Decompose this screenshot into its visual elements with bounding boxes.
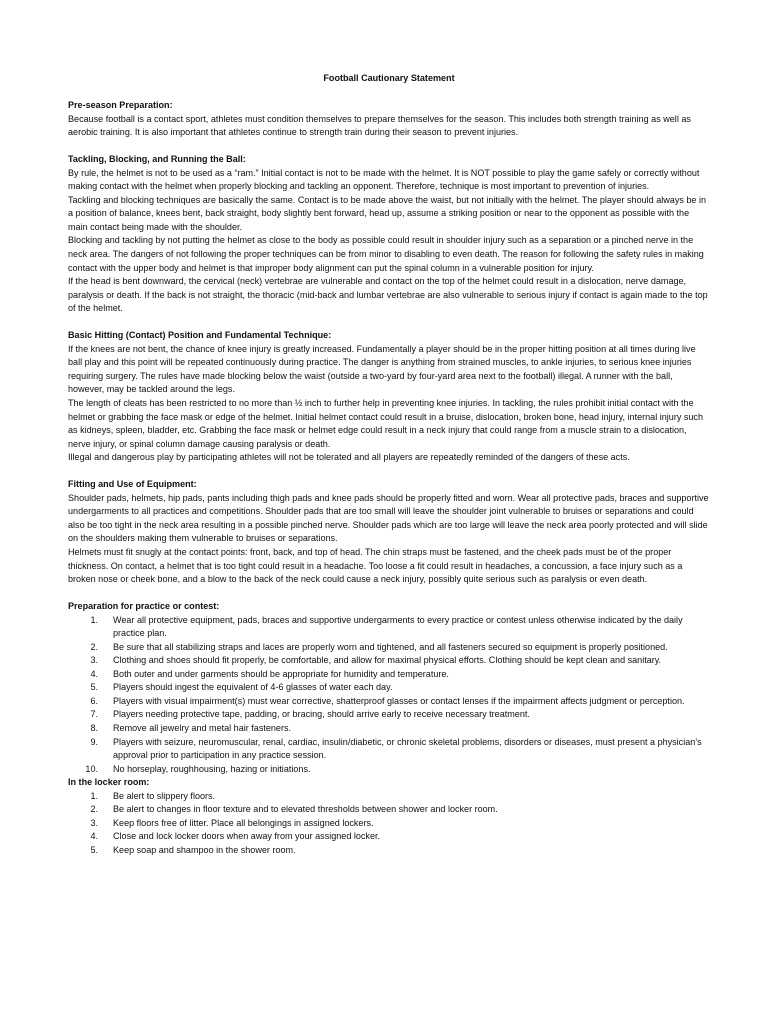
practice-list — [68, 614, 710, 777]
paragraph: Illegal and dangerous play by participating athletes will not be tolerated and all players are repeatedly reminded of the dangers of these acts. — [68, 452, 630, 463]
section-heading: In the locker room: — [68, 777, 150, 788]
list-number: 3. — [90, 817, 98, 828]
list-number: 3. — [90, 655, 98, 666]
list-item — [68, 803, 710, 817]
list-item — [68, 654, 710, 668]
section-practice — [68, 600, 710, 776]
list-item-text: Clothing and shoes should fit properly, be comfortable, and allow for maximal physical efforts. Clothing should be kept clean and sanitary. — [113, 655, 662, 666]
document-page — [68, 72, 710, 857]
paragraph: Tackling and blocking techniques are basically the same. Contact is to be made above the waist, but not initially with the helmet. The player should always be in a position of balance, knees bent, back straight, body slightly bent forward, head up, assume a striking position or near to the opponent as possible with the main contact being made with the shoulder. — [68, 194, 706, 232]
section-heading: Preparation for practice or contest: — [68, 601, 220, 612]
list-item — [68, 681, 710, 695]
list-item — [68, 695, 710, 709]
document-title: Football Cautionary Statement — [323, 73, 455, 83]
list-item-text: Remove all jewelry and metal hair fasteners. — [113, 723, 292, 734]
list-number: 8. — [90, 723, 98, 734]
list-number: 4. — [90, 668, 98, 679]
paragraph: Because football is a contact sport, athletes must condition themselves to prepare themselves for the season. This includes both strength training as well as aerobic training. It is also important that athletes continue to strength train during their season to prevent injuries. — [68, 113, 691, 138]
list-number: 10. — [85, 763, 98, 774]
list-number: 4. — [90, 831, 98, 842]
list-item — [68, 708, 710, 722]
paragraph: If the knees are not bent, the chance of knee injury is greatly increased. Fundamentally a player should be in the proper hitting position at all times during live ball play and this point will be repeated continuously during practice. The danger is anything from strained muscles, to ankle injuries, to serious knee injuries requiring surgery. The rules have made blocking below the waist (outside a two-yard by four-yard area next to the football) illegal. A runner with the ball, however, may be tackled around the legs. — [68, 343, 696, 395]
list-item — [68, 790, 710, 804]
section-heading: Fitting and Use of Equipment: — [68, 479, 197, 490]
section-tackling — [68, 153, 710, 316]
section-heading: Tackling, Blocking, and Running the Ball: — [68, 154, 246, 165]
section-heading: Pre-season Preparation: — [68, 100, 173, 111]
section-preseason — [68, 99, 710, 140]
list-item — [68, 817, 710, 831]
paragraph: The length of cleats has been restricted to no more than ½ inch to further help in preventing knee injuries. In tackling, the rules prohibit initial contact with the helmet or grabbing the face mask or edge of the helmet. Initial helmet contact could result in a bruise, dislocation, broken bone, head injury, internal injury such as kidneys, spleen, bladder, etc. Grabbing the face mask or helmet edge could result in a neck injury that could range from a muscle strain to a dislocation, nerve injury, or spinal column damage causing paralysis or death. — [68, 397, 703, 449]
list-item — [68, 763, 710, 777]
list-item — [68, 830, 710, 844]
list-item — [68, 614, 710, 641]
list-item — [68, 844, 710, 858]
list-number: 9. — [90, 736, 98, 747]
list-number: 5. — [90, 682, 98, 693]
list-item-text: Players should ingest the equivalent of 4-6 glasses of water each day. — [113, 682, 393, 693]
paragraph: Blocking and tackling by not putting the helmet as close to the body as possible could result in shoulder injury such as a separation or a pinched nerve in the neck area. The dangers of not following the proper techniques can be from minor to disabling to even death. The reason for following the safety rules in making contact with the upper body and helmet is that improper body alignment can put the spinal column in a vulnerable position for injury. — [68, 235, 704, 273]
list-item-text: Players with visual impairment(s) must wear corrective, shatterproof glasses or contact lenses if the impairment affects judgment or perception. — [113, 695, 685, 706]
list-item-text: Be alert to slippery floors. — [113, 790, 216, 801]
list-number: 7. — [90, 709, 98, 720]
list-item — [68, 736, 710, 763]
locker-room-list — [68, 790, 710, 858]
list-item-text: Players needing protective tape, padding, or bracing, should arrive early to receive necessary treatment. — [113, 709, 530, 720]
paragraph: By rule, the helmet is not to be used as a “ram.” Initial contact is not to be made with the helmet. It is NOT possible to play the game safely or correctly without making contact with the helmet when properly blocking and tackling an opponent. Therefore, technique is most important to prevention of injuries. — [68, 167, 700, 192]
list-item-text: Both outer and under garments should be appropriate for humidity and temperature. — [113, 668, 449, 679]
list-item-text: No horseplay, roughhousing, hazing or initiations. — [113, 763, 311, 774]
section-locker-room — [68, 776, 710, 857]
list-item — [68, 722, 710, 736]
list-item — [68, 668, 710, 682]
list-item-text: Close and lock locker doors when away from your assigned locker. — [113, 831, 381, 842]
list-number: 6. — [90, 695, 98, 706]
list-number: 5. — [90, 844, 98, 855]
list-item-text: Keep floors free of litter. Place all belongings in assigned lockers. — [113, 817, 374, 828]
section-equipment — [68, 478, 710, 586]
section-hitting — [68, 329, 710, 464]
list-item-text: Keep soap and shampoo in the shower room. — [113, 844, 296, 855]
list-number: 2. — [90, 641, 98, 652]
list-item-text: Players with seizure, neuromuscular, renal, cardiac, insulin/diabetic, or chronic skeletal problems, disorders or diseases, must present a physician’s approval prior to participation in any practice session. — [113, 736, 702, 761]
paragraph: Shoulder pads, helmets, hip pads, pants including thigh pads and knee pads should be properly fitted and worn. Wear all protective pads, braces and supportive undergarments to all practices and competitions. Shoulder pads that are too small will leave the shoulder joint vulnerable to bruises or separations and could also be too tight in the neck area resulting in a possible pinched nerve. Shoulder pads which are too large will leave the neck area poorly protected and will slide on the shoulders making them vulnerable to bruises or separations. — [68, 492, 709, 544]
section-heading: Basic Hitting (Contact) Position and Fundamental Technique: — [68, 330, 332, 341]
list-number: 1. — [90, 614, 98, 625]
list-number: 2. — [90, 804, 98, 815]
list-item-text: Be sure that all stabilizing straps and laces are properly worn and tightened, and all fasteners secured so equipment is properly positioned. — [113, 641, 668, 652]
list-number: 1. — [90, 790, 98, 801]
paragraph: If the head is bent downward, the cervical (neck) vertebrae are vulnerable and contact on the top of the helmet could result in a dislocation, nerve damage, paralysis or death. If the back is not straight, the thoracic (mid-back and lumbar vertebrae are also vulnerable to serious injury if contact is again made to the top of the helmet. — [68, 276, 708, 314]
list-item-text: Wear all protective equipment, pads, braces and supportive undergarments to every practice or contest unless otherwise indicated by the daily practice plan. — [113, 614, 683, 639]
list-item — [68, 641, 710, 655]
paragraph: Helmets must fit snugly at the contact points: front, back, and top of head. The chin straps must be fastened, and the cheek pads must be of the proper thickness. On contact, a helmet that is too tight could result in a headache. Too loose a fit could result in headaches, a concussion, a face injury such as a broken nose or cheek bone, and a blow to the back of the neck could cause a neck injury, possibly quite serious such as paralysis or even death. — [68, 546, 683, 585]
list-item-text: Be alert to changes in floor texture and to elevated thresholds between shower and locker room. — [113, 804, 498, 815]
